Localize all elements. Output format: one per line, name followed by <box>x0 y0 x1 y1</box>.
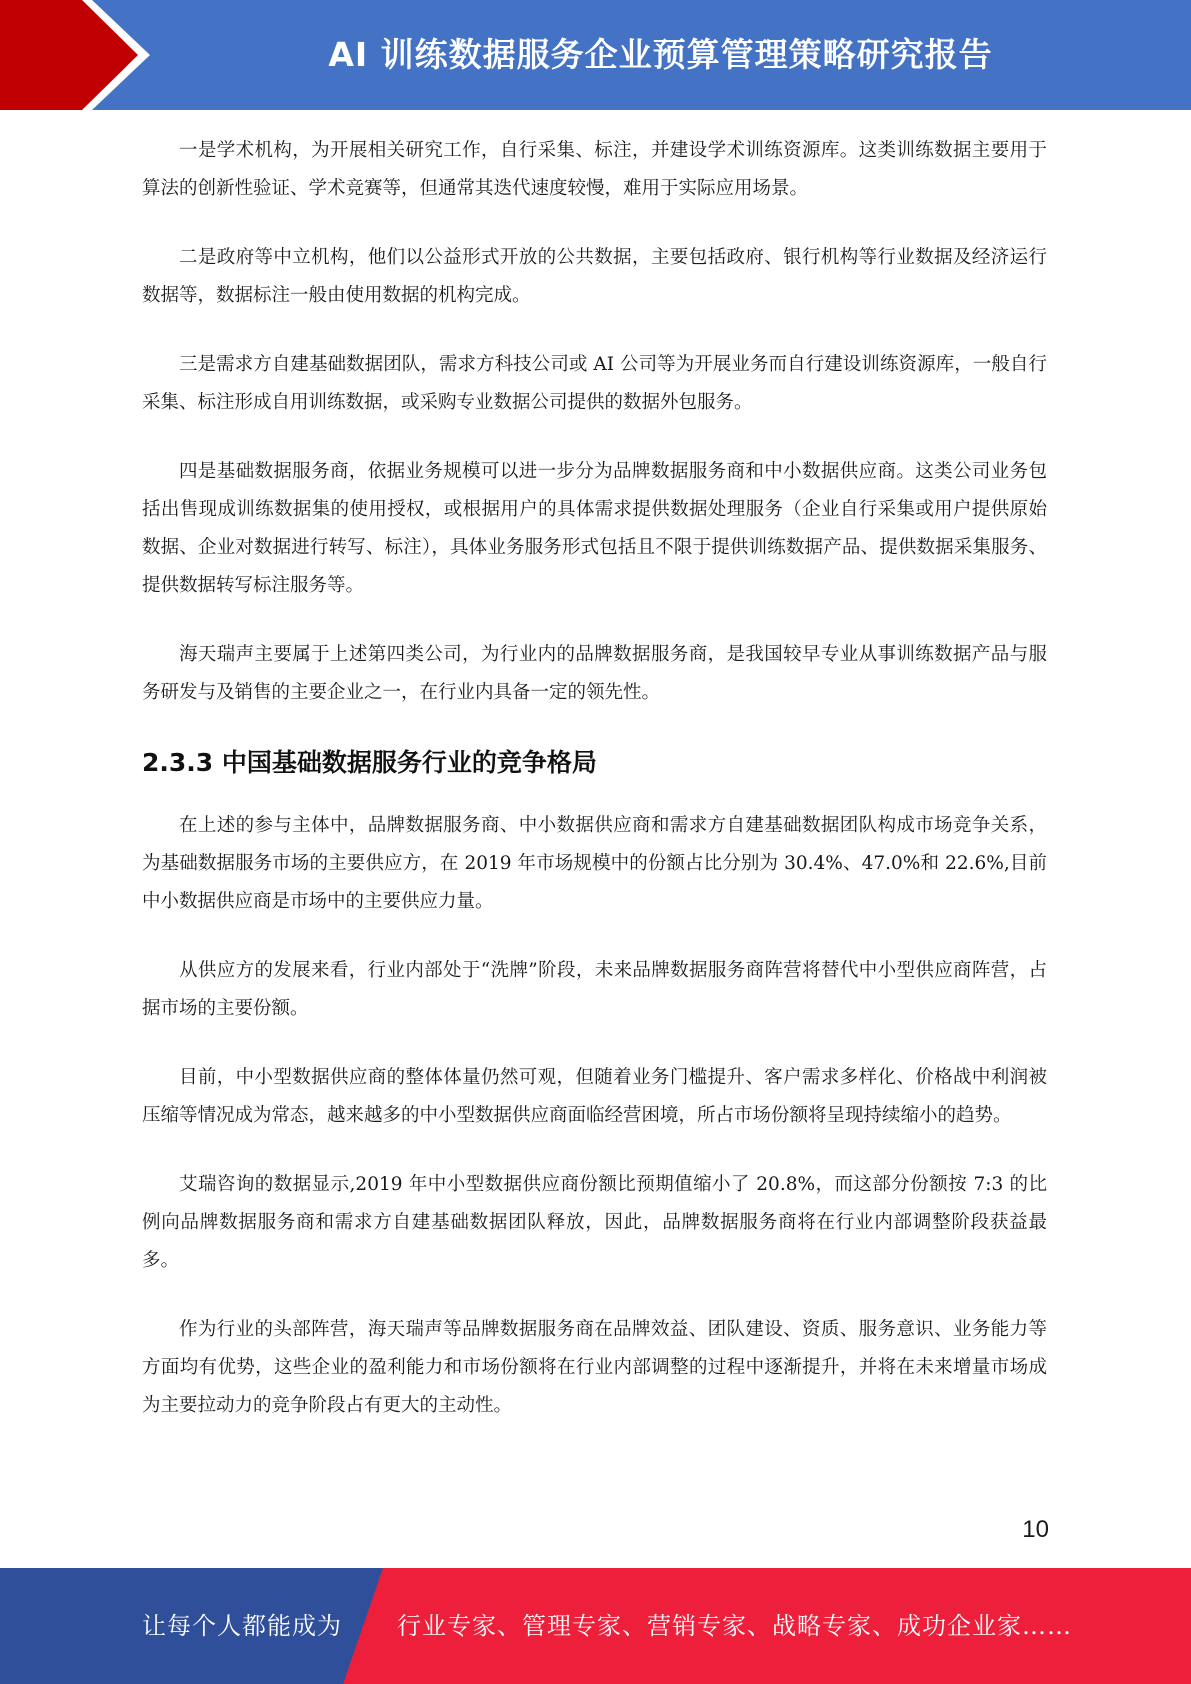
paragraph: 二是政府等中立机构，他们以公益形式开放的公共数据，主要包括政府、银行机构等行业数据及经济运行数据等，数据标注一般由使用数据的机构完成。 <box>142 247 1047 306</box>
section-heading: 2.3.3 中国基础数据服务行业的竞争格局 <box>142 748 597 777</box>
footer-slogan-right: 行业专家、管理专家、营销专家、战略专家、成功企业家…… <box>397 1612 1072 1640</box>
report-title: AI 训练数据服务企业预算管理策略研究报告 <box>328 35 993 74</box>
paragraph: 艾瑞咨询的数据显示,2019 年中小型数据供应商份额比预期值缩小了 20.8%，而这部分份额按 7:3 的比例向品牌数据服务商和需求方自建基础数据团队释放，因此，品牌数据服务商将在行业内部调整阶段获益最多。 <box>142 1174 1047 1271</box>
page-footer <box>0 1568 1191 1684</box>
document-body <box>142 132 1047 1456</box>
paragraph: 一是学术机构，为开展相关研究工作，自行采集、标注，并建设学术训练资源库。这类训练数据主要用于算法的创新性验证、学术竞赛等，但通常其迭代速度较慢，难用于实际应用场景。 <box>142 140 1047 199</box>
footer-slogan-left: 让每个人都能成为 <box>142 1612 342 1640</box>
paragraph: 三是需求方自建基础数据团队，需求方科技公司或 AI 公司等为开展业务而自行建设训练资源库，一般自行采集、标注形成自用训练数据，或采购专业数据公司提供的数据外包服务。 <box>142 354 1047 413</box>
page-header <box>0 0 1191 110</box>
paragraph: 在上述的参与主体中，品牌数据服务商、中小数据供应商和需求方自建基础数据团队构成市场竞争关系，为基础数据服务市场的主要供应方，在 2019 年市场规模中的份额占比分别为 30.4%、47.0%和 22.6%,目前中小数据供应商是市场中的主要供应力量。 <box>142 815 1047 912</box>
paragraph: 目前，中小型数据供应商的整体体量仍然可观，但随着业务门槛提升、客户需求多样化、价格战中利润被压缩等情况成为常态，越来越多的中小型数据供应商面临经营困境，所占市场份额将呈现持续缩小的趋势。 <box>142 1067 1047 1126</box>
paragraph: 作为行业的头部阵营，海天瑞声等品牌数据服务商在品牌效益、团队建设、资质、服务意识、业务能力等方面均有优势，这些企业的盈利能力和市场份额将在行业内部调整的过程中逐渐提升，并将在未来增量市场成为主要拉动力的竞争阶段占有更大的主动性。 <box>142 1319 1047 1416</box>
paragraph: 海天瑞声主要属于上述第四类公司，为行业内的品牌数据服务商，是我国较早专业从事训练数据产品与服务研发与及销售的主要企业之一，在行业内具备一定的领先性。 <box>142 644 1047 703</box>
paragraph: 四是基础数据服务商，依据业务规模可以进一步分为品牌数据服务商和中小数据供应商。这类公司业务包括出售现成训练数据集的使用授权，或根据用户的具体需求提供数据处理服务（企业自行采集或用户提供原始数据、企业对数据进行转写、标注），具体业务服务形式包括且不限于提供训练数据产品、提供数据采集服务、提供数据转写标注服务等。 <box>142 461 1047 596</box>
paragraph: 从供应方的发展来看，行业内部处于“洗牌”阶段，未来品牌数据服务商阵营将替代中小型供应商阵营，占据市场的主要份额。 <box>142 960 1047 1019</box>
page-number: 10 <box>1022 1516 1049 1543</box>
